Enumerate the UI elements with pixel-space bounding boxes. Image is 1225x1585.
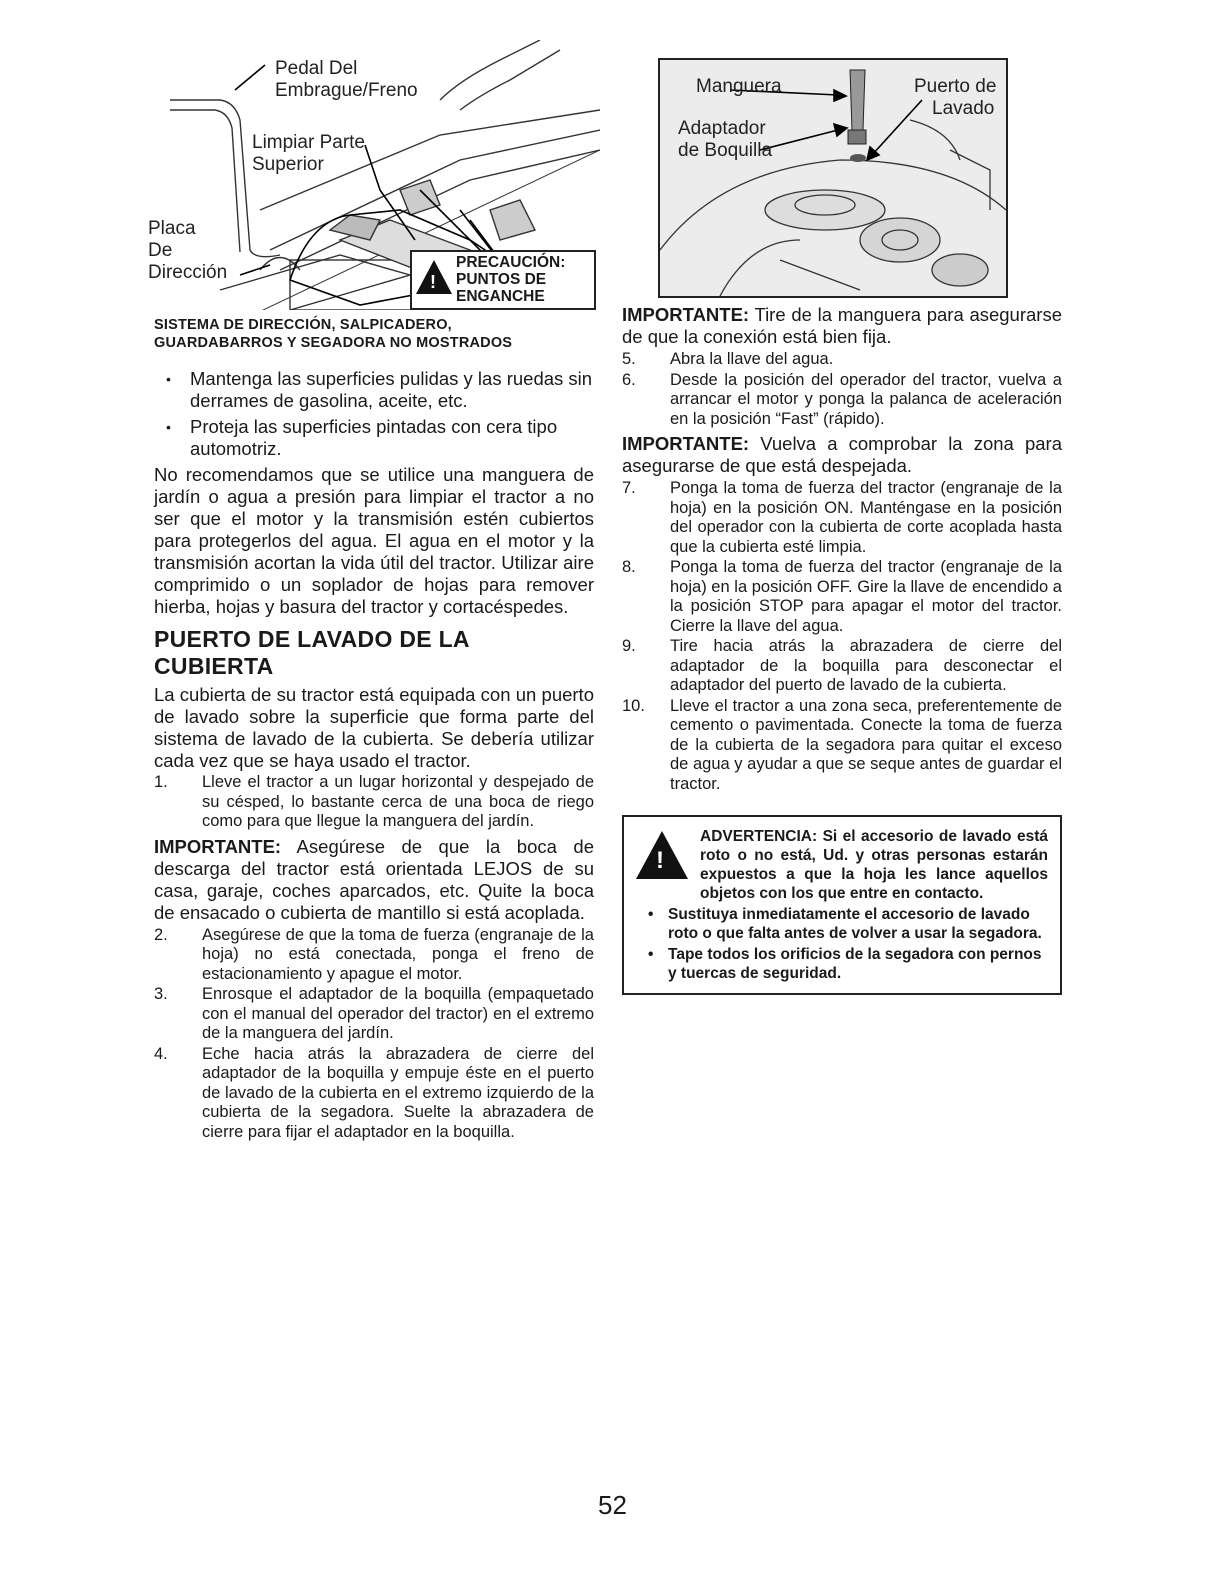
important-note: IMPORTANTE: Asegúrese de que la boca de descarga del tractor está orientada LEJOS de su casa, garaje, coches aparcados, etc. Quite la boca de ensacado o cubierta de mantillo si está acoplada. [154,835,594,923]
precaucion-line3: ENGANCHE [456,288,545,305]
page-number: 52 [598,1490,627,1520]
precaucion-line2: PUNTOS DE [456,271,547,288]
puerto-label: Puerto de Lavado [914,76,997,119]
step-item: 7. Ponga la toma de fuerza del tractor (engranaje de la hoja) en la posición ON. Manténgase en la posición del operador con la cubierta de corte acoplada hasta que la cubierta esté limpia. [622,479,1062,556]
warning-bullet: • Tape todos los orificios de la segadora con pernos y tuercas de seguridad. [638,945,1048,983]
step-item: 9. Tire hacia atrás la abrazadera de cierre del adaptador de la boquilla para desconectar el adaptador del puerto de lavado de la cubierta. [622,637,1062,694]
step-item: 8. Ponga la toma de fuerza del tractor (engranaje de la hoja) en la posición OFF. Gire la llave de encendido a la posición STOP para apagar el motor del tractor. Cierre la llave del agua. [622,558,1062,635]
important-note: IMPORTANTE: Tire de la manguera para asegurarse de que la conexión está bien fija. [622,304,1062,347]
manguera-label: Manguera [696,76,782,97]
limpiar-label: Limpiar Parte Superior [252,132,365,175]
figure-caption: SISTEMA DE DIRECCIÓN, SALPICADERO, GUARDABARROS Y SEGADORA NO MOSTRADOS [154,317,513,351]
step-item: 2. Asegúrese de que la toma de fuerza (engranaje de la hoja) no está conectada, ponga el freno de estacionamiento y apague el motor. [154,925,594,983]
warning-exclamation-icon: ! [656,847,664,874]
adaptador-label: Adaptador de Boquilla [678,118,773,161]
step-item: 1. Lleve el tractor a un lugar horizontal y despejado de su césped, lo bastante cerca de una boca de riego como para que llegue la manguera del jardín. [154,773,594,830]
step-item: 5. Abra la llave del agua. [622,350,834,368]
bullet-item: • Proteja las superficies pintadas con cera tipo automotriz. [154,416,594,460]
warning-box [622,815,1062,995]
step-item: 10. Lleve el tractor a una zona seca, preferentemente de cemento o pavimentada. Conecte la toma de fuerza de la cubierta de la segadora para quitar el exceso de agua y ayudar a que se seque antes de guardar el tractor. [622,696,1062,793]
bullet-item: • Mantenga las superficies pulidas y las ruedas sin derrames de gasolina, aceite, etc. [154,368,594,412]
section-heading: PUERTO DE LAVADO DE LA CUBIERTA [154,626,469,679]
pedal-label: Pedal Del Embrague/Freno [275,58,418,101]
right-column [622,300,1062,795]
steering-figure [140,40,600,310]
intro-paragraph: No recomendamos que se utilice una manguera de jardín o agua a presión para limpiar el tractor a no ser que el motor y la transmisión estén cubiertos para protegerlos del agua. El agua en el motor y la transmisión acortan la vida útil del tractor. Utilizar aire comprimido o un soplador de hojas para remover hierba, hojas y basura del tractor y cortacéspedes. [154,464,594,617]
warning-text: ADVERTENCIA: Si el accesorio de lavado está roto o no está, Ud. y otras personas estarán expuestos a que la hoja les lance aquellos objetos con los que entre en contacto. [700,828,1048,902]
precaucion-box [410,250,596,310]
warning-bullet: • Sustituya inmediatamente el accesorio de lavado roto o que falta antes de volver a usar la segadora. [638,905,1048,943]
placa-label: Placa De Dirección [148,218,228,283]
important-note: IMPORTANTE: Vuelva a comprobar la zona para asegurarse de que está despejada. [622,433,1062,476]
step-item: 6. Desde la posición del operador del tractor, vuelva a arrancar el motor y ponga la palanca de aceleración en la posición “Fast” (rápido). [622,370,1062,428]
left-column [154,364,594,1143]
precaucion-title: PRECAUCIÓN: [456,254,566,271]
wash-port-figure [658,58,1008,298]
section-intro: La cubierta de su tractor está equipada con un puerto de lavado sobre la superficie que forma parte del sistema de lavado de la cubierta. Se debería utilizar cada vez que se haya usado el tractor. [154,684,594,771]
step-item: 3. Enrosque el adaptador de la boquilla (empaquetado con el manual del operador del tractor) en el extremo de la manguera del jardín. [154,985,594,1042]
warning-exclamation-icon: ! [430,272,436,292]
step-item: 4. Eche hacia atrás la abrazadera de cierre del adaptador de la boquilla y empuje éste en el puerto de lavado de la cubierta en el extremo izquierdo de la cubierta de la segadora. Suelte la abrazadera de cierre para fijar el adaptador en la boquilla. [154,1044,594,1141]
